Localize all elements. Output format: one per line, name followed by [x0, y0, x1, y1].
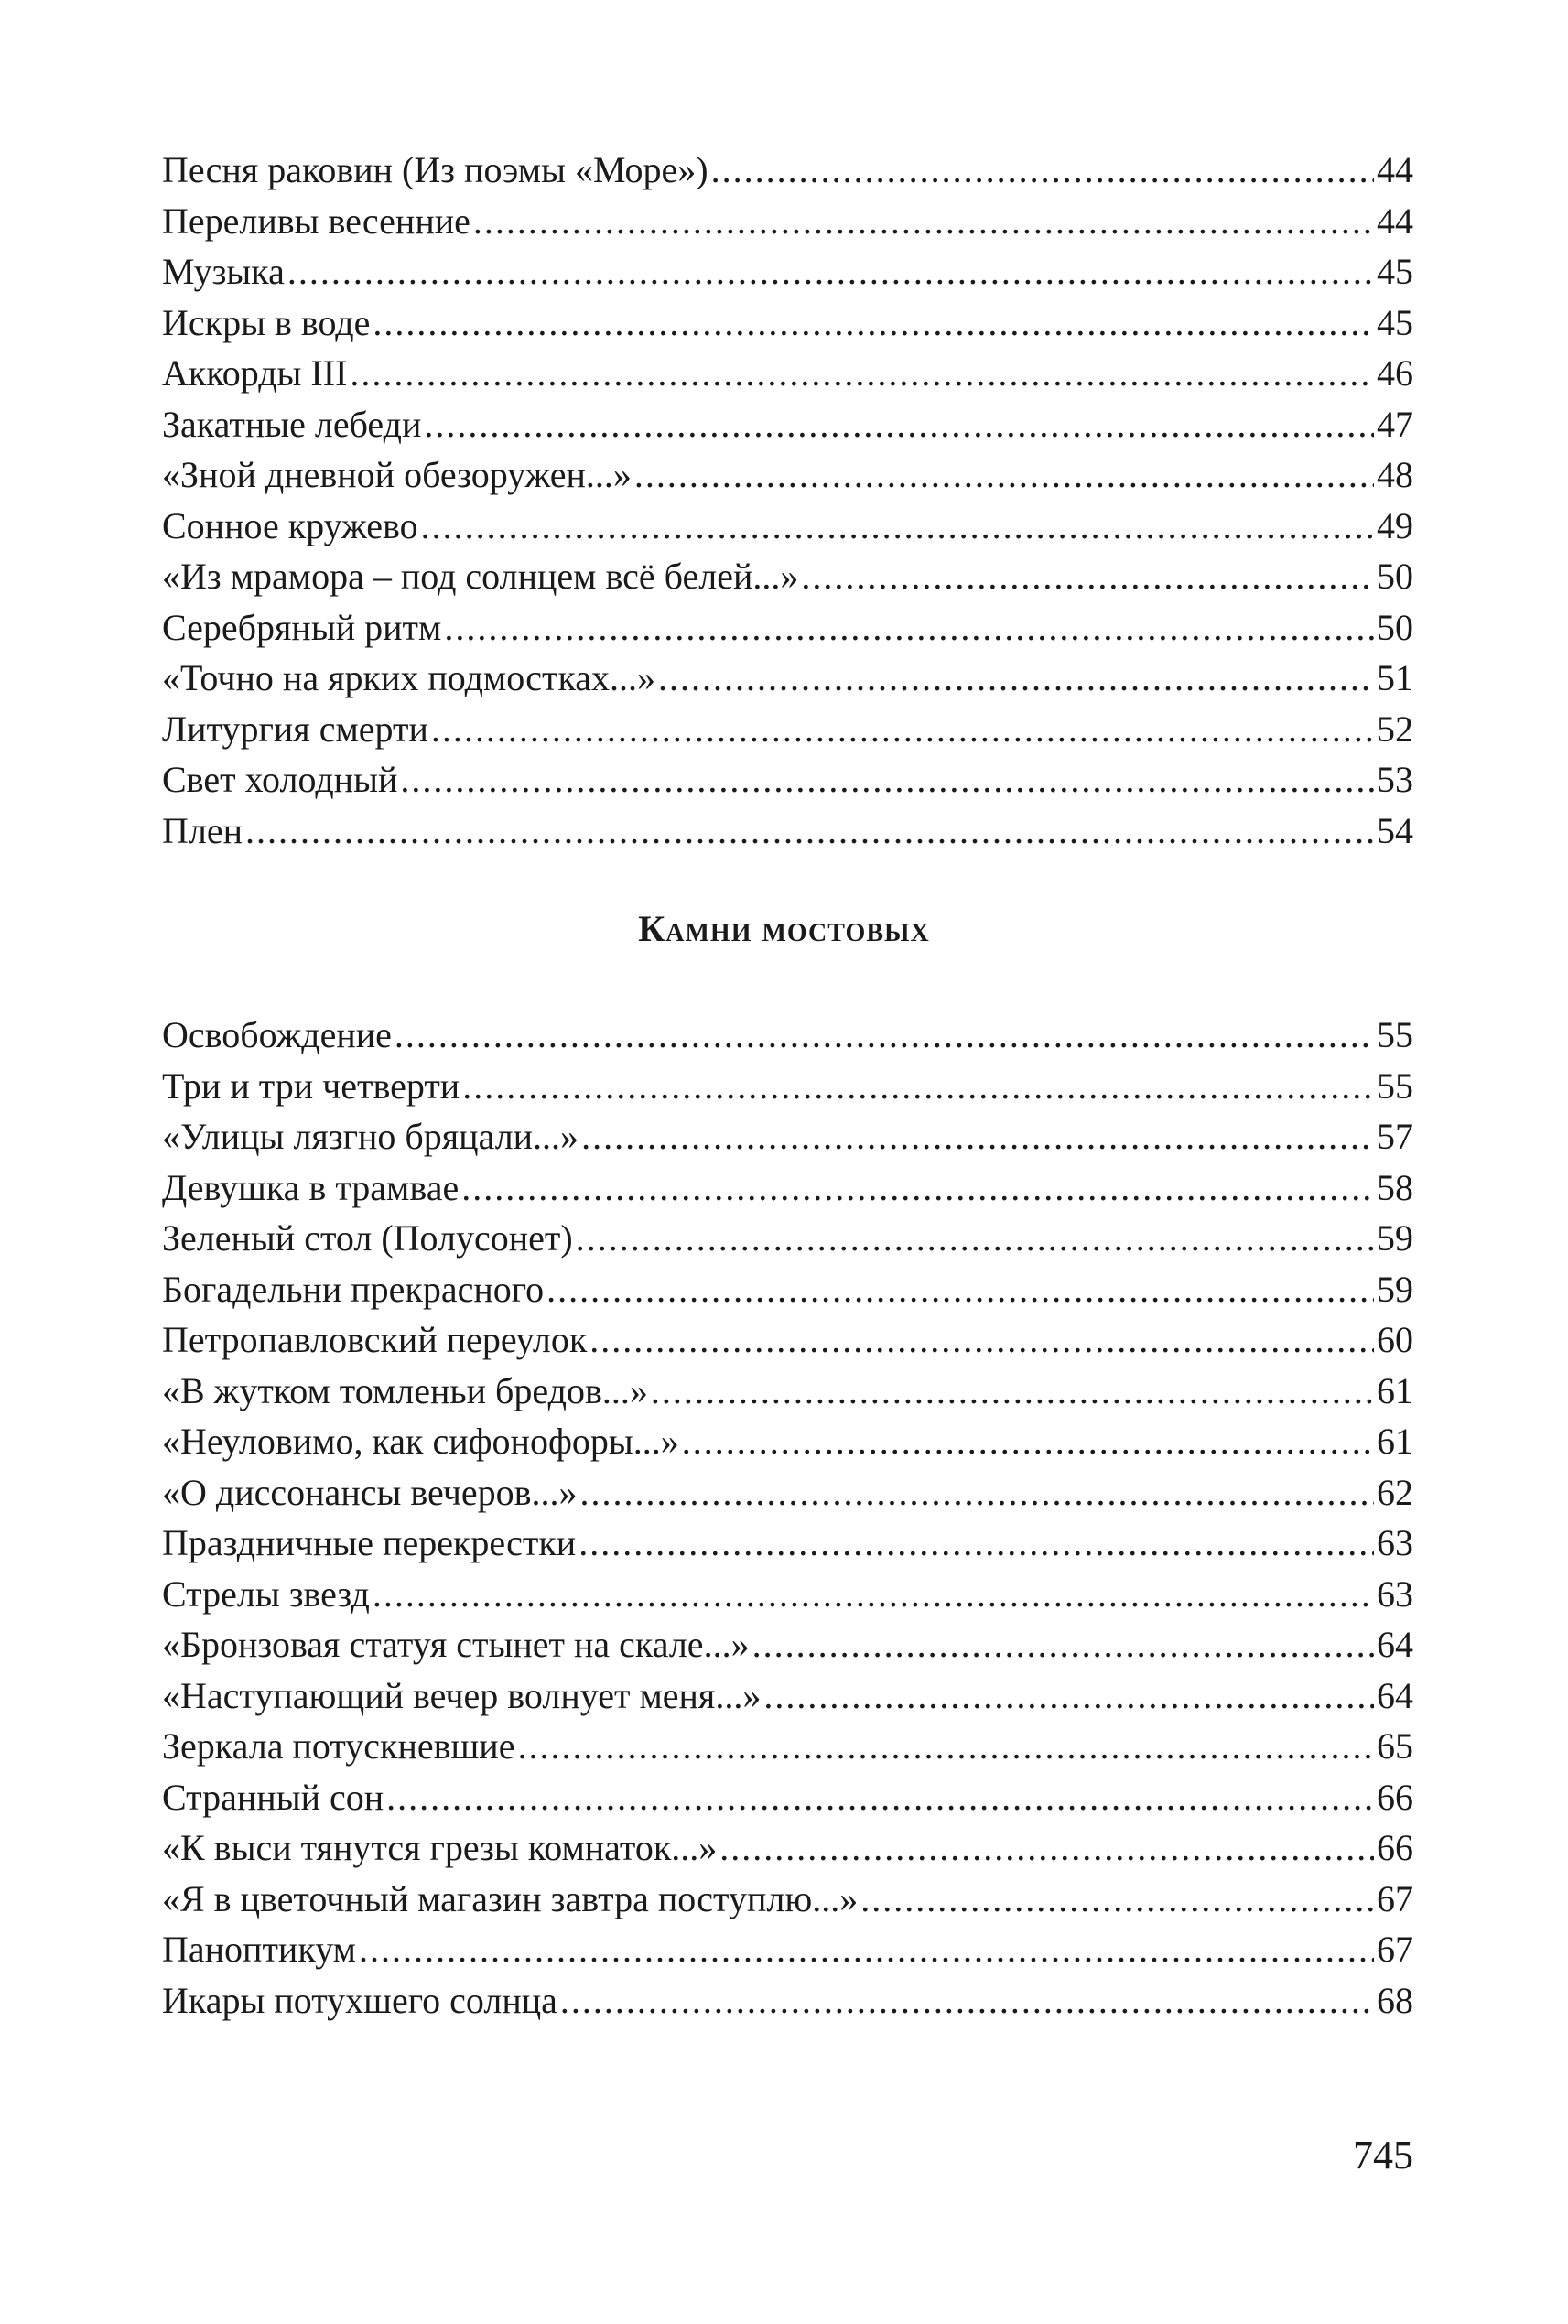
- toc-entry-title: «Неуловимо, как сифонофоры...»: [162, 1421, 679, 1462]
- page-number: 745: [1353, 2133, 1413, 2178]
- toc-entry-page: 61: [1377, 1421, 1413, 1462]
- toc-entry[interactable]: [162, 1213, 1413, 1264]
- toc-entry-page: 48: [1377, 454, 1413, 495]
- toc-entry-page: 54: [1377, 809, 1413, 851]
- toc-entry-title: Петропавловский переулок: [162, 1319, 588, 1360]
- dot-leader: [580, 1467, 1374, 1519]
- toc-entry[interactable]: [162, 1721, 1413, 1772]
- toc-entry-title: «Я в цветочный магазин завтра поступлю...»: [162, 1877, 859, 1919]
- dot-leader: [350, 348, 1374, 399]
- toc-entry-page: 68: [1377, 1979, 1413, 2021]
- toc-entry-page: 44: [1377, 200, 1413, 242]
- toc-entry-title: Литургия смерти: [162, 708, 428, 750]
- dot-leader: [461, 1162, 1374, 1214]
- toc-entry[interactable]: [162, 297, 1413, 349]
- toc-entry-title: Аккорды III: [162, 352, 348, 394]
- toc-entry-title: Икары потухшего солнца: [162, 1979, 557, 2021]
- toc-entry[interactable]: [162, 1366, 1413, 1417]
- toc-entry-title: «Улицы лязгно бряцали...»: [162, 1116, 579, 1157]
- toc-entry[interactable]: [162, 1111, 1413, 1162]
- dot-leader: [546, 1264, 1374, 1315]
- toc-entry-title: «Бронзовая статуя стынет на скале...»: [162, 1624, 750, 1665]
- toc-entry-title: Три и три четверти: [162, 1065, 460, 1107]
- toc-entry-page: 50: [1377, 556, 1413, 597]
- dot-leader: [424, 399, 1374, 450]
- toc-entry-title: Зеленый стол (Полусонет): [162, 1217, 573, 1259]
- toc-entry[interactable]: [162, 348, 1413, 399]
- dot-leader: [421, 501, 1374, 552]
- toc-entry-title: Музыка: [162, 251, 285, 292]
- dot-leader: [763, 1670, 1374, 1722]
- toc-entry[interactable]: [162, 246, 1413, 297]
- section-heading: Камни мостовых: [638, 908, 930, 949]
- toc-entry-title: Сонное кружево: [162, 504, 418, 546]
- toc-entry-title: Закатные лебеди: [162, 403, 422, 445]
- toc-entry-page: 61: [1377, 1369, 1413, 1411]
- toc-entry-title: Богадельни прекрасного: [162, 1268, 545, 1310]
- toc-entry[interactable]: [162, 399, 1413, 450]
- toc-entry[interactable]: [162, 551, 1413, 602]
- dot-leader: [395, 1010, 1374, 1061]
- toc-entry-title: Свет холодный: [162, 759, 398, 800]
- toc-entry-page: 66: [1377, 1776, 1413, 1818]
- toc-entry-page: 53: [1377, 759, 1413, 800]
- toc-entry[interactable]: [162, 1467, 1413, 1519]
- toc-entry-page: 63: [1377, 1573, 1413, 1615]
- toc-entry-page: 50: [1377, 606, 1413, 648]
- toc-entry[interactable]: [162, 1924, 1413, 1975]
- toc-entry-page: 63: [1377, 1522, 1413, 1563]
- toc-entry-page: 55: [1377, 1065, 1413, 1107]
- toc-entry[interactable]: [162, 1518, 1413, 1569]
- toc-entry[interactable]: [162, 196, 1413, 247]
- toc-entry[interactable]: [162, 704, 1413, 755]
- dot-leader: [801, 551, 1374, 602]
- toc-entry[interactable]: [162, 1975, 1413, 2027]
- dot-leader: [658, 653, 1374, 704]
- toc-entry-title: «В жутком томленьи бредов...»: [162, 1369, 648, 1411]
- toc-entry-page: 66: [1377, 1827, 1413, 1868]
- dot-leader: [373, 1569, 1374, 1620]
- dot-leader: [386, 1772, 1374, 1823]
- toc-entry-title: Девушка в трамвае: [162, 1166, 460, 1208]
- toc-entry[interactable]: [162, 1822, 1413, 1874]
- toc-entry-page: 67: [1377, 1929, 1413, 1970]
- dot-leader: [682, 1416, 1374, 1467]
- dot-leader: [431, 704, 1374, 755]
- dot-leader: [245, 805, 1374, 857]
- dot-leader: [719, 1822, 1374, 1874]
- toc-entry[interactable]: [162, 145, 1413, 196]
- toc-entry-title: Песня раковин (Из поэмы «Море»): [162, 149, 708, 190]
- toc-entry-title: «Наступающий вечер волнует меня...»: [162, 1674, 762, 1716]
- toc-entry[interactable]: [162, 1061, 1413, 1112]
- toc-entry-page: 65: [1377, 1725, 1413, 1767]
- toc-entry[interactable]: [162, 1416, 1413, 1467]
- toc-entry[interactable]: [162, 653, 1413, 704]
- toc-entry[interactable]: [162, 1772, 1413, 1823]
- toc-entry[interactable]: [162, 1874, 1413, 1925]
- dot-leader: [373, 297, 1374, 349]
- toc-entry-page: 59: [1377, 1217, 1413, 1259]
- toc-entry-page: 51: [1377, 657, 1413, 698]
- toc-entry-page: 59: [1377, 1268, 1413, 1310]
- toc-entry[interactable]: [162, 1619, 1413, 1670]
- toc-entry[interactable]: [162, 1314, 1413, 1366]
- toc-entry-title: «Точно на ярких подмостках...»: [162, 657, 656, 698]
- toc-entry-title: Зеркала потускневшие: [162, 1725, 515, 1767]
- toc-entry[interactable]: [162, 1670, 1413, 1722]
- toc-entry-page: 49: [1377, 504, 1413, 546]
- toc-entry-page: 46: [1377, 352, 1413, 394]
- toc-entry[interactable]: [162, 1569, 1413, 1620]
- toc-entry[interactable]: [162, 1162, 1413, 1214]
- toc-entry-page: 64: [1377, 1624, 1413, 1665]
- dot-leader: [651, 1366, 1374, 1417]
- toc-entry-page: 64: [1377, 1674, 1413, 1716]
- dot-leader: [359, 1924, 1374, 1975]
- toc-entry-title: Паноптикум: [162, 1929, 356, 1970]
- toc-list-bottom: [162, 1010, 1413, 2026]
- toc-entry-page: 58: [1377, 1166, 1413, 1208]
- dot-leader: [589, 1314, 1374, 1366]
- toc-entry-title: «О диссонансы вечеров...»: [162, 1471, 578, 1513]
- toc-entry-title: «Из мрамора – под солнцем всё белей...»: [162, 556, 799, 597]
- dot-leader: [560, 1975, 1374, 2027]
- toc-entry[interactable]: [162, 602, 1413, 654]
- toc-entry-page: 44: [1377, 149, 1413, 190]
- toc-entry-title: Переливы весенние: [162, 200, 470, 242]
- toc-entry-title: Плен: [162, 809, 243, 851]
- toc-entry-page: 67: [1377, 1877, 1413, 1919]
- dot-leader: [444, 602, 1374, 654]
- toc-entry-title: Праздничные перекрестки: [162, 1522, 577, 1563]
- toc-entry[interactable]: [162, 754, 1413, 805]
- toc-entry-page: 47: [1377, 403, 1413, 445]
- toc-entry[interactable]: [162, 501, 1413, 552]
- dot-leader: [462, 1061, 1374, 1112]
- toc-entry-page: 52: [1377, 708, 1413, 750]
- dot-leader: [400, 754, 1374, 805]
- toc-entry-title: Искры в воде: [162, 301, 371, 343]
- toc-entry-page: 60: [1377, 1319, 1413, 1360]
- toc-entry-title: Странный сон: [162, 1776, 384, 1818]
- toc-entry[interactable]: [162, 449, 1413, 501]
- dot-leader: [581, 1111, 1374, 1162]
- dot-leader: [517, 1721, 1374, 1772]
- dot-leader: [752, 1619, 1374, 1670]
- toc-entry[interactable]: [162, 805, 1413, 857]
- dot-leader: [634, 449, 1374, 501]
- dot-leader: [860, 1874, 1374, 1925]
- dot-leader: [287, 246, 1374, 297]
- toc-entry-page: 45: [1377, 251, 1413, 292]
- dot-leader: [711, 145, 1374, 196]
- toc-entry[interactable]: [162, 1264, 1413, 1315]
- toc-entry-page: 55: [1377, 1014, 1413, 1055]
- toc-entry[interactable]: [162, 1010, 1413, 1061]
- dot-leader: [579, 1518, 1374, 1569]
- toc-entry-title: Освобождение: [162, 1014, 392, 1055]
- toc-entry-title: Серебряный ритм: [162, 606, 442, 648]
- dot-leader: [473, 196, 1374, 247]
- toc-entry-page: 62: [1377, 1471, 1413, 1513]
- toc-entry-page: 45: [1377, 301, 1413, 343]
- toc-entry-page: 57: [1377, 1116, 1413, 1157]
- dot-leader: [576, 1213, 1374, 1264]
- toc-list-top: [162, 145, 1413, 856]
- toc-entry-title: «К выси тянутся грезы комнаток...»: [162, 1827, 718, 1868]
- toc-entry-title: Стрелы звезд: [162, 1573, 370, 1615]
- toc-entry-title: «Зной дневной обезоружен...»: [162, 454, 632, 495]
